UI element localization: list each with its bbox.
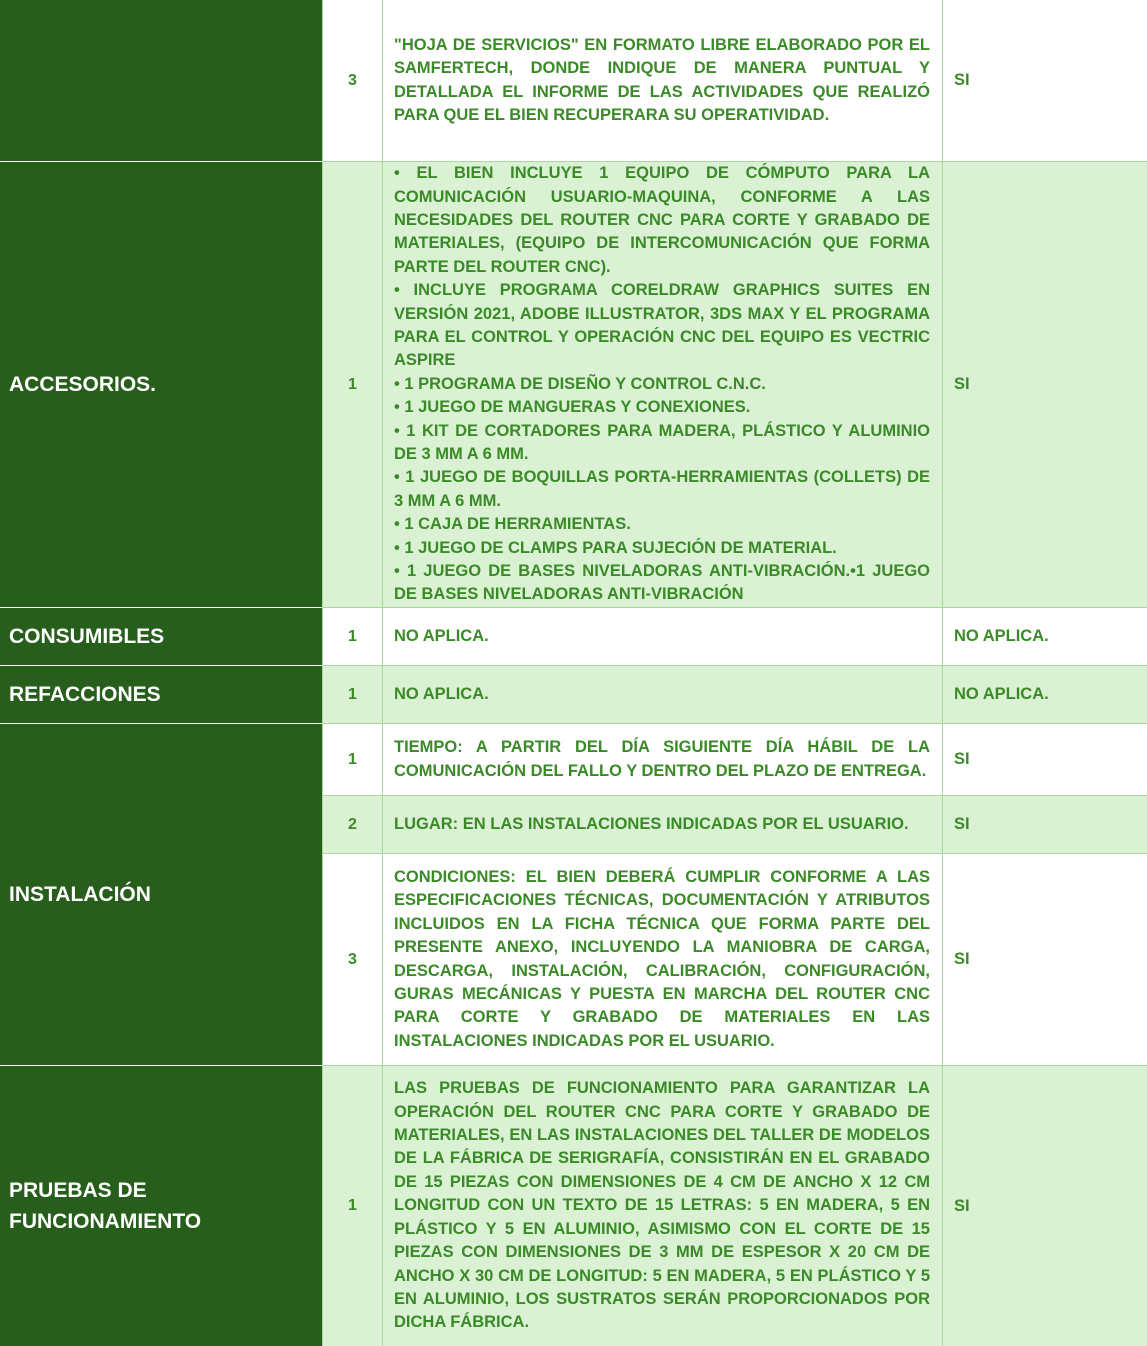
description-line: "HOJA DE SERVICIOS" EN FORMATO LIBRE ELABORADO POR EL SAMFERTECH, DONDE INDIQUE DE MANERA PUNTUAL Y DETALLADA EL INFORME DE LAS ACTIVIDADES QUE REALIZÓ PARA QUE EL BIEN RECUPERARA SU OPERATIVIDAD. — [394, 35, 930, 124]
description-line: • INCLUYE PROGRAMA CORELDRAW GRAPHICS SUITES EN VERSIÓN 2021, ADOBE ILLUSTRATOR, 3DS MAX Y EL PROGRAMA PARA EL CONTROL Y OPERACIÓN CNC DEL EQUIPO ES VECTRIC ASPIRE — [394, 281, 930, 370]
row-complies: NO APLICA. — [942, 666, 1147, 724]
description-line: • 1 JUEGO DE MANGUERAS Y CONEXIONES. — [394, 398, 751, 417]
description-line: NO APLICA. — [394, 684, 489, 703]
description-line: CONDICIONES: EL BIEN DEBERÁ CUMPLIR CONFORME A LAS ESPECIFICACIONES TÉCNICAS, DOCUMENTACIÓN Y ATRIBUTOS INCLUIDOS EN LA FICHA TÉCNICA QUE FORMA PARTE DEL PRESENTE ANEXO, INCLUYENDO LA MANIOBRA DE CARGA, DESCARGA, INSTALACIÓN, CALIBRACIÓN, CONFIGURACIÓN, GURAS MECÁNICAS Y PUESTA EN MARCHA DEL ROUTER CNC PARA CORTE Y GRABADO DE MATERIALES EN LAS INSTALACIONES INDICADAS POR EL USUARIO. — [394, 867, 930, 1050]
row-description — [382, 724, 942, 796]
row-complies: SI — [942, 162, 1147, 608]
row-number: 3 — [322, 854, 382, 1066]
row-complies: SI — [942, 854, 1147, 1066]
description-line: • 1 JUEGO DE BOQUILLAS PORTA-HERRAMIENTAS (COLLETS) DE 3 MM A 6 MM. — [394, 468, 930, 510]
row-complies: NO APLICA. — [942, 608, 1147, 666]
description-line: • 1 JUEGO DE CLAMPS PARA SUJECIÓN DE MATERIAL. — [394, 538, 837, 557]
row-number: 1 — [322, 666, 382, 724]
row-description — [382, 796, 942, 854]
row-number: 2 — [322, 796, 382, 854]
description-line: NO APLICA. — [394, 626, 489, 645]
row-number: 3 — [322, 0, 382, 162]
category-instalacion: INSTALACIÓN — [0, 724, 322, 1066]
category-accesorios: ACCESORIOS. — [0, 162, 322, 608]
row-description — [382, 1066, 942, 1346]
row-description — [382, 162, 942, 608]
description-line: • 1 JUEGO DE BASES NIVELADORAS ANTI-VIBRACIÓN.•1 JUEGO DE BASES NIVELADORAS ANTI-VIBRACIÓN — [394, 562, 930, 604]
row-number: 1 — [322, 724, 382, 796]
row-description — [382, 608, 942, 666]
row-complies: SI — [942, 0, 1147, 162]
description-line: TIEMPO: A PARTIR DEL DÍA SIGUIENTE DÍA HÁBIL DE LA COMUNICACIÓN DEL FALLO Y DENTRO DEL PLAZO DE ENTREGA. — [394, 738, 930, 780]
description-line: • EL BIEN INCLUYE 1 EQUIPO DE CÓMPUTO PARA LA COMUNICACIÓN USUARIO-MAQUINA, CONFORME A LAS NECESIDADES DEL ROUTER CNC PARA CORTE Y GRABADO DE MATERIALES, (EQUIPO DE INTERCOMUNICACIÓN QUE FORMA PARTE DEL ROUTER CNC). — [394, 164, 930, 276]
row-description — [382, 0, 942, 162]
description-line: • 1 PROGRAMA DE DISEÑO Y CONTROL C.N.C. — [394, 374, 766, 393]
row-number: 1 — [322, 1066, 382, 1346]
description-line: LAS PRUEBAS DE FUNCIONAMIENTO PARA GARANTIZAR LA OPERACIÓN DEL ROUTER CNC PARA CORTE Y GRABADO DE MATERIALES, EN LAS INSTALACIONES DEL TALLER DE MODELOS DE LA FÁBRICA DE SERIGRAFÍA, CONSISTIRÁN EN EL GRABADO DE 15 PIEZAS CON DIMENSIONES DE 4 CM DE ANCHO X 12 CM LONGITUD CON UN TEXTO DE 15 LETRAS: 5 EN MADERA, 5 EN PLÁSTICO Y 5 EN ALUMINIO, ASIMISMO CON EL CORTE DE 15 PIEZAS CON DIMENSIONES DE 3 MM DE ESPESOR X 20 CM DE ANCHO X 30 CM DE LONGITUD: 5 EN MADERA, 5 EN PLÁSTICO Y 5 EN ALUMINIO, LOS SUSTRATOS SERÁN PROPORCIONADOS POR DICHA FÁBRICA. — [394, 1079, 930, 1332]
category-consumibles: CONSUMIBLES — [0, 608, 322, 666]
category-cell-empty — [0, 0, 322, 162]
row-description — [382, 854, 942, 1066]
row-number: 1 — [322, 162, 382, 608]
category-refacciones: REFACCIONES — [0, 666, 322, 724]
description-line: • 1 KIT DE CORTADORES PARA MADERA, PLÁSTICO Y ALUMINIO DE 3 MM A 6 MM. — [394, 421, 930, 464]
category-pruebas: PRUEBAS DE FUNCIONAMIENTO — [0, 1066, 322, 1346]
description-line: • 1 CAJA DE HERRAMIENTAS. — [394, 515, 631, 534]
row-number: 1 — [322, 608, 382, 666]
description-line: LUGAR: EN LAS INSTALACIONES INDICADAS POR EL USUARIO. — [394, 814, 909, 833]
row-complies: SI — [942, 724, 1147, 796]
row-description — [382, 666, 942, 724]
row-complies: SI — [942, 1066, 1147, 1346]
row-complies: SI — [942, 796, 1147, 854]
